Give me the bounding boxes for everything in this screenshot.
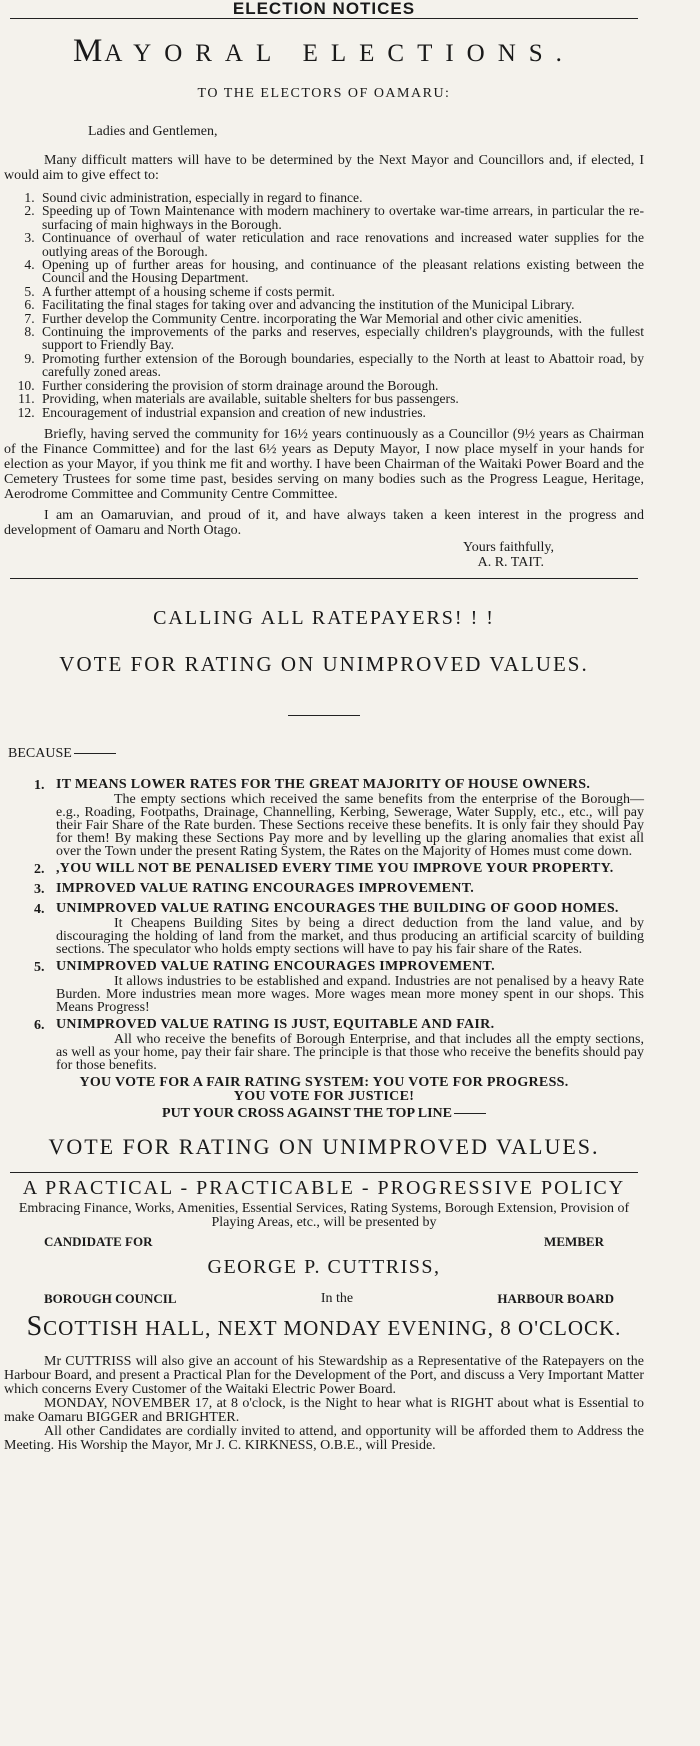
venue-rest: COTTISH HALL, NEXT MONDAY EVENING, 8 O'CLOCK. xyxy=(43,1315,622,1340)
rating-point-body xyxy=(56,862,644,878)
section-header: ELECTION NOTICES xyxy=(232,0,416,18)
salutation: Ladies and Gentlemen, xyxy=(88,124,218,139)
cross-line-text: PUT YOUR CROSS AGAINST THE TOP LINE xyxy=(162,1105,452,1121)
closing-line-2: YOU VOTE FOR JUSTICE! xyxy=(233,1088,415,1104)
harbour-board-label: HARBOUR BOARD xyxy=(497,1290,614,1306)
policy-item: 5. A further attempt of a housing scheme if costs permit. xyxy=(38,285,644,298)
policy-item: 6. Facilitating the final stages for taking over and advancing the institution of the Municipal Library. xyxy=(38,298,644,311)
policy-item: 9. Promoting further extension of the Borough boundaries, especially to the North at least to Abattoir road, by carefully zoned areas. xyxy=(38,352,644,379)
rating-point xyxy=(34,902,644,956)
cross-line xyxy=(4,1106,644,1122)
newspaper-page xyxy=(4,0,644,1453)
cross-dash xyxy=(454,1113,486,1114)
rating-point-number: 2. xyxy=(34,861,45,877)
mayoral-title-rest: AYORAL ELECTIONS. xyxy=(104,40,575,67)
calling-ratepayers-heading: CALLING ALL RATEPAYERS! ! ! xyxy=(153,606,495,629)
vote-headline-2: VOTE FOR RATING ON UNIMPROVED VALUES. xyxy=(48,1133,600,1159)
mayoral-oamaruvian-paragraph: I am an Oamaruvian, and proud of it, and have always taken a keen interest in the progress and development of Oamaru and North Otago. xyxy=(4,507,644,538)
policy-item: 4. Opening up of further areas for housing, and continuance of the pleasant relations existing between the Council and the Housing Department. xyxy=(38,258,644,285)
notice-divider-2 xyxy=(10,1172,638,1173)
rating-point xyxy=(34,882,644,898)
rating-points xyxy=(4,778,644,1072)
rating-point-body xyxy=(56,960,644,1014)
venue-line xyxy=(4,1311,644,1343)
rating-point-body xyxy=(56,778,644,858)
rating-point-text: The empty sections which received the same benefits from the enterprise of the Borough—e.g., Roading, Footpaths, Drainage, Channelling, Kerbing, Sewerage, Water Supply, etc., etc., will pay their Fair Share of the Rate burden. These Sections receive these benefits. It is only fair they should Pay for them! By making these Sections Pay more and by levelling up the glaring anomalies that exist all over the Town under the present Rating System, the Rates on the Majority of Homes must come down. xyxy=(56,791,644,859)
rating-point-body xyxy=(56,882,644,898)
rating-point-text: All who receive the benefits of Borough Enterprise, and that includes all the empty sections, as well as your home, pay their fair share. The principle is that those who receive the benefits should pay for those benefits. xyxy=(56,1031,644,1073)
policy-item: 12. Encouragement of industrial expansion and creation of new industries. xyxy=(38,406,644,419)
short-rule xyxy=(288,715,360,716)
to-electors-line: TO THE ELECTORS OF OAMARU: xyxy=(197,86,451,101)
venue-initial: S xyxy=(26,1310,44,1342)
rating-point-text: It Cheapens Building Sites by being a direct deduction from the land value, and by discouraging the holding of land from the market, and thus producing an artificial scarcity of building sections. The speculator who holds empty sections will have to pay his fair share of the Rates. xyxy=(56,915,644,957)
mayoral-notice xyxy=(4,33,644,570)
rating-point-number: 4. xyxy=(34,901,45,917)
because-text: BECAUSE xyxy=(8,745,72,761)
policy-item: 3. Continuance of overhaul of water reticulation and race renovations and increased water supplies for the outlying areas of the Borough. xyxy=(38,231,644,258)
rating-point-heading: IMPROVED VALUE RATING ENCOURAGES IMPROVEMENT. xyxy=(56,880,475,896)
header-rule xyxy=(10,18,638,19)
policy-item: 7. Further develop the Community Centre. incorporating the War Memorial and other civic amenities. xyxy=(38,312,644,325)
cuttriss-paragraph-1: Mr CUTTRISS will also give an account of his Stewardship as a Representative of the Ratepayers on the Harbour Board, and present a Practical Plan for the Development of the Port, and discuss a Very Important Matter which concerns Every Customer of the Waitaki Electric Power Board. xyxy=(4,1353,644,1397)
policy-item: 11. Providing, when materials are available, suitable shelters for bus passengers. xyxy=(38,392,644,405)
rating-point xyxy=(34,960,644,1014)
mayoral-briefly-paragraph: Briefly, having served the community for 16½ years continuously as a Councillor (9½ years as Chairman of the Finance Committee) and for the last 6½ years as Deputy Mayor, I now place myself in your hands for election as your Mayor, if you think me fit and worthy. I have been Chairman of the Waitaki Power Board and the Cemetery Trustees for some time past, besides serving on many bodies such as the Progress League, Heritage, Aerodrome Committee and Community Centre Committee. xyxy=(4,426,644,502)
rating-point-heading: IT MEANS LOWER RATES FOR THE GREAT MAJORITY OF HOUSE OWNERS. xyxy=(56,776,591,792)
policy-list xyxy=(4,191,644,419)
candidate-for-label: CANDIDATE FOR xyxy=(44,1233,153,1249)
borough-council-label: BOROUGH COUNCIL xyxy=(44,1290,177,1306)
embracing-text: Embracing Finance, Works, Amenities, Essential Services, Rating Systems, Borough Extension, Provision of Playing Areas, etc., will be presented by xyxy=(18,1200,630,1230)
mayoral-title-initial: M xyxy=(73,33,105,69)
rating-point-body xyxy=(56,1018,644,1072)
cuttriss-paragraph-2: MONDAY, NOVEMBER 17, at 8 o'clock, is the Night to hear what is RIGHT about what is Essential to make Oamaru BIGGER and BRIGHTER. xyxy=(4,1395,644,1425)
closing-line-1: YOU VOTE FOR A FAIR RATING SYSTEM: YOU VOTE FOR PROGRESS. xyxy=(79,1074,569,1090)
rating-point-number: 3. xyxy=(34,881,45,897)
rating-notice xyxy=(4,607,644,1160)
policy-headline: A PRACTICAL - PRACTICABLE - PROGRESSIVE POLICY xyxy=(22,1176,626,1199)
rating-point-number: 6. xyxy=(34,1017,45,1033)
rating-point-text: It allows industries to be established and expand. Industries are not penalised by a heavy Rate Burden. More industries mean more wages. More wages mean more money spent in our shops. This Means Progress! xyxy=(56,973,644,1015)
rating-point-body xyxy=(56,902,644,956)
in-the-label: In the xyxy=(320,1290,354,1306)
vote-headline: VOTE FOR RATING ON UNIMPROVED VALUES. xyxy=(59,651,589,676)
policy-item: 10. Further considering the provision of storm drainage around the Borough. xyxy=(38,379,644,392)
rating-point-heading: UNIMPROVED VALUE RATING IS JUST, EQUITABLE AND FAIR. xyxy=(56,1016,495,1032)
mayoral-title xyxy=(4,33,644,70)
rating-point xyxy=(34,1018,644,1072)
candidate-row xyxy=(44,1234,604,1250)
rating-point-heading: UNIMPROVED VALUE RATING ENCOURAGES IMPROVEMENT. xyxy=(56,958,495,974)
rating-point xyxy=(34,778,644,858)
closing-phrase: Yours faithfully, xyxy=(462,539,554,555)
because-dash xyxy=(74,753,116,754)
rating-point-number: 1. xyxy=(34,777,45,793)
because-label xyxy=(8,746,644,762)
policy-item: 8. Continuing the improvements of the parks and reserves, especially children's playgrounds, with the fullest support to Friendly Bay. xyxy=(38,325,644,352)
rating-point-heading: ,YOU WILL NOT BE PENALISED EVERY TIME YOU IMPROVE YOUR PROPERTY. xyxy=(56,860,614,876)
rating-point-heading: UNIMPROVED VALUE RATING ENCOURAGES THE BUILDING OF GOOD HOMES. xyxy=(56,900,619,916)
policy-item: 1. Sound civic administration, especially in regard to finance. xyxy=(38,191,644,204)
policy-item: 2. Speeding up of Town Maintenance with modern machinery to overtake war-time arrears, in particular the re-surfacing of main highways in the Borough. xyxy=(38,204,644,231)
cuttriss-notice xyxy=(4,1177,644,1453)
rating-point-number: 5. xyxy=(34,959,45,975)
rating-point xyxy=(34,862,644,878)
member-label: MEMBER xyxy=(544,1233,604,1249)
bodies-row xyxy=(44,1281,614,1307)
signature: A. R. TAIT. xyxy=(477,554,544,570)
mayoral-intro: Many difficult matters will have to be determined by the Next Mayor and Councillors and, if elected, I would aim to give effect to: xyxy=(4,153,644,183)
cuttriss-paragraph-3: All other Candidates are cordially invited to attend, and opportunity will be afforded them to Address the Meeting. His Worship the Mayor, Mr J. C. KIRKNESS, O.B.E., will Preside. xyxy=(4,1423,644,1453)
candidate-name: GEORGE P. CUTTRISS, xyxy=(207,1255,441,1278)
notice-divider xyxy=(10,578,638,579)
